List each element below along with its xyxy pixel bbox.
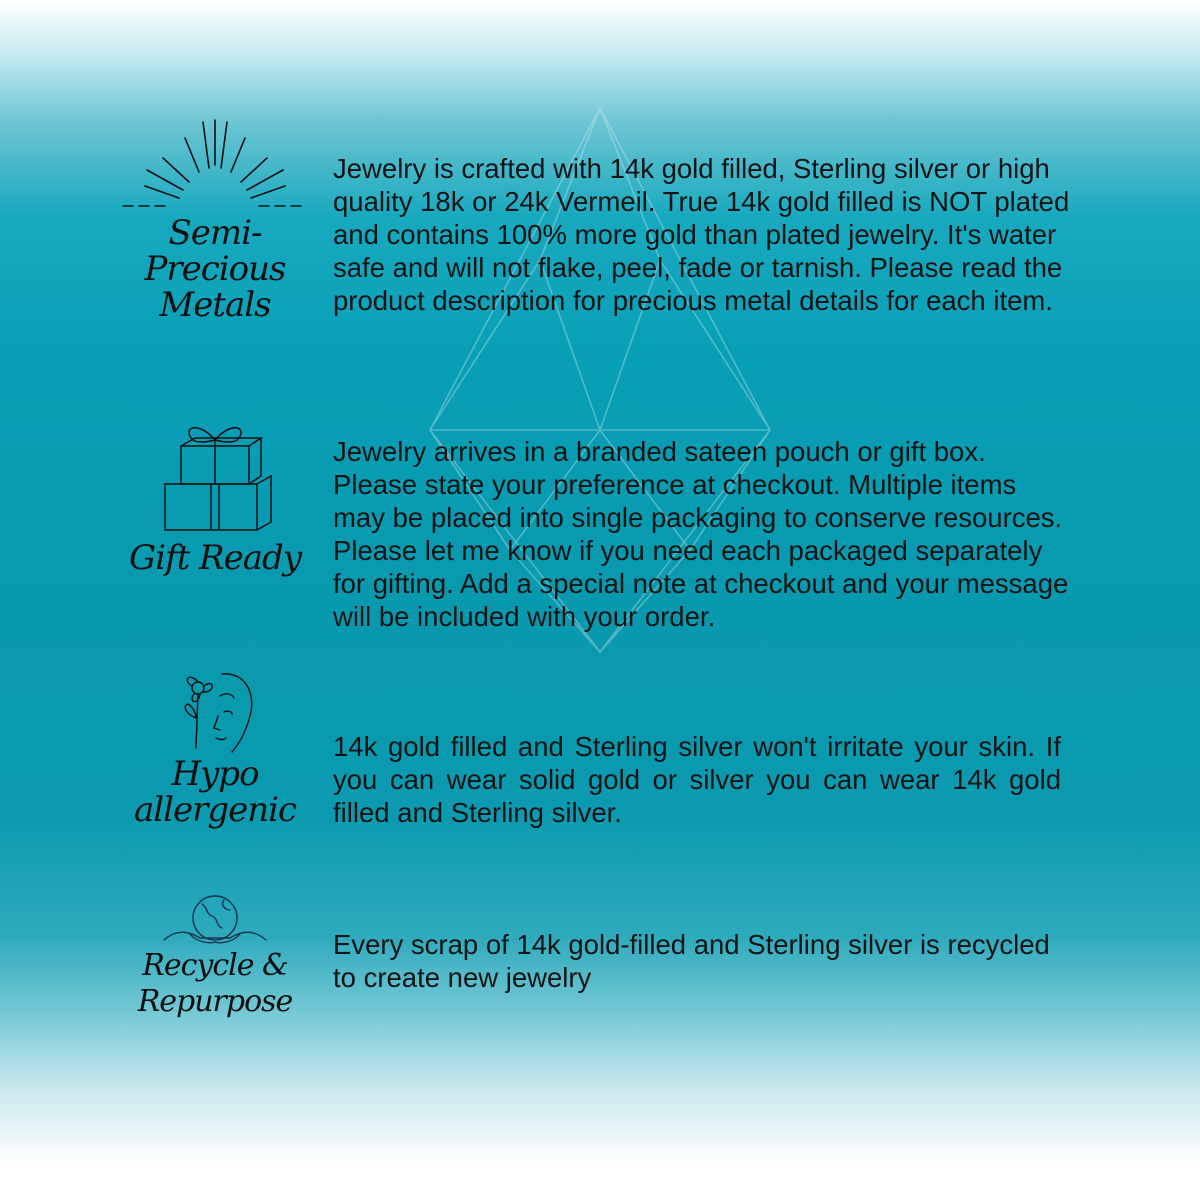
feature-badge xyxy=(110,668,320,828)
section-description: 14k gold filled and Sterling silver won't irritate your skin. If you can wear solid gold or silver you can wear 14k gold filled and Sterling silver. xyxy=(333,731,1061,828)
section-title: Recycle & Repurpose xyxy=(137,948,293,1019)
section-description: Every scrap of 14k gold-filled and Sterling silver is recycled to create new jewelry xyxy=(333,929,1050,993)
section-title: Hypo allergenic xyxy=(133,754,297,830)
feature-badge xyxy=(110,110,320,323)
gift-boxes-icon xyxy=(145,418,285,536)
feature-badge xyxy=(110,418,320,576)
feature-badge xyxy=(110,892,320,1020)
section-description: Jewelry arrives in a branded sateen pouch or gift box. Please state your preference at checkout. Multiple items may be placed into single packaging to conserve resources. Please let me know if you need each packaged separately for gifting. Add a special note at checkout and your message will be included with your order. xyxy=(333,436,1069,632)
section-title: Gift Ready xyxy=(128,538,302,578)
section-title: Semi-Precious Metals xyxy=(144,213,286,325)
face-flower-icon xyxy=(160,668,270,756)
globe-hands-icon xyxy=(160,892,270,948)
section-description: Jewelry is crafted with 14k gold filled, Sterling silver or high quality 18k or 24k Vermeil. True 14k gold filled is NOT plated and contains 100% more gold than plated jewelry. It's water safe and will not flake, peel, fade or tarnish. Please read the product description for precious metal details for each item. xyxy=(333,153,1070,316)
sunburst-icon xyxy=(115,110,315,215)
